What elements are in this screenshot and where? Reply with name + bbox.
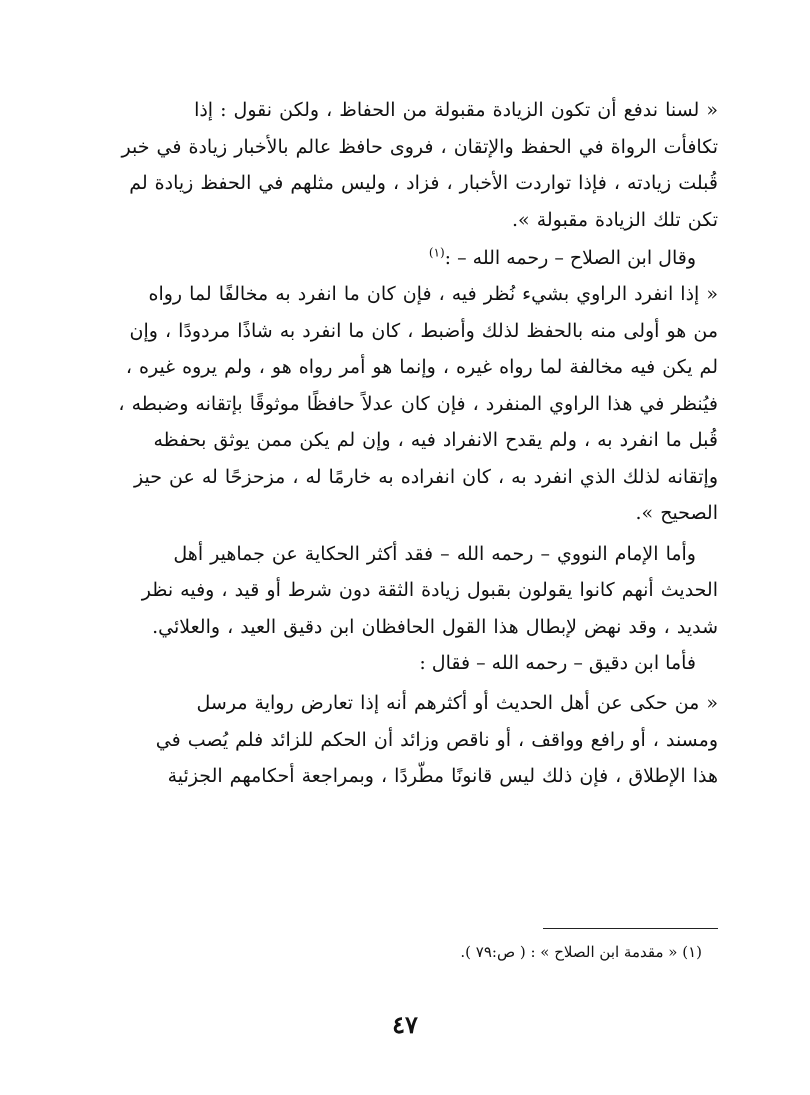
- text-line: « من حكى عن أهل الحديث أو أكثرهم أنه إذا تعارض رواية مرسل: [196, 692, 718, 714]
- page-number: ٤٧: [392, 1010, 418, 1039]
- footnote-reference: (١): [428, 245, 445, 260]
- text-line: ومسند ، أو رافع وواقف ، أو ناقص وزائد أن الحكم للزائد فلم يُصب في: [155, 728, 718, 751]
- text-line: قُبل ما انفرد به ، ولم يقدح الانفراد فيه ، وإن لم يكن ممن يوثق بحفظه: [153, 429, 718, 451]
- text-line: تكن تلك الزيادة مقبولة ».: [511, 208, 718, 231]
- footnote: (١) « مقدمة ابن الصلاح » : ( ص:٧٩ ).: [460, 943, 702, 961]
- body-paragraph-nawawi: [96, 536, 718, 646]
- text-line: الصحيح ».: [635, 502, 718, 524]
- text-line: شديد ، وقد نهض لإبطال هذا القول الحافظان ابن دقيق العيد ، والعلائي.: [152, 615, 718, 638]
- quote-paragraph-3: [96, 685, 718, 795]
- text-line: الحديث أنهم كانوا يقولون بقبول زيادة الثقة دون شرط أو قيد ، وفيه نظر: [141, 579, 718, 601]
- text-line: قُبلت زيادته ، فإذا تواردت الأخبار ، فزاد ، وليس مثلهم في الحفظ زيادة لم: [129, 172, 718, 194]
- text-line: « إذا انفرد الراوي بشيء نُظر فيه ، فإن كان ما انفرد به مخالفًا لما رواه: [148, 283, 718, 305]
- text-line: تكافأت الرواة في الحفظ والإتقان ، فروى حافظ عالم بالأخبار زيادة في خبر: [121, 135, 718, 158]
- text-line: لم يكن فيه مخالفة لما رواه غيره ، وإنما هو أمر رواه هو ، ولم يروه غيره ،: [125, 356, 718, 378]
- quote-paragraph-1: [96, 92, 718, 238]
- text-line: وأما الإمام النووي – رحمه الله – فقد أكثر الحكاية عن جماهير أهل: [173, 542, 696, 565]
- section-heading-ibn-daqiq: فأما ابن دقيق – رحمه الله – فقال :: [419, 652, 696, 674]
- text-line: « لسنا ندفع أن تكون الزيادة مقبولة من الحفاظ ، ولكن نقول : إذا: [194, 99, 718, 121]
- text-line: هذا الإطلاق ، فإن ذلك ليس قانونًا مطّردًا ، وبمراجعة أحكامهم الجزئية: [167, 765, 718, 787]
- text-line: فيُنظر في هذا الراوي المنفرد ، فإن كان عدلاً حافظًا موثوقًا بإتقانه وضبطه ،: [118, 392, 718, 415]
- text-line: وإتقانه لذلك الذي انفرد به ، كان انفراده به خارمًا له ، مزحزحًا له عن حيز: [134, 465, 718, 488]
- quote-paragraph-2: [96, 276, 718, 532]
- text-line: من هو أولى منه بالحفظ لذلك وأضبط ، كان ما انفرد به شاذًا مردودًا ، وإن: [129, 319, 718, 342]
- footnote-separator: [543, 928, 718, 929]
- section-heading-ibn-salah: [96, 240, 696, 276]
- heading-text: وقال ابن الصلاح – رحمه الله – :: [444, 247, 696, 269]
